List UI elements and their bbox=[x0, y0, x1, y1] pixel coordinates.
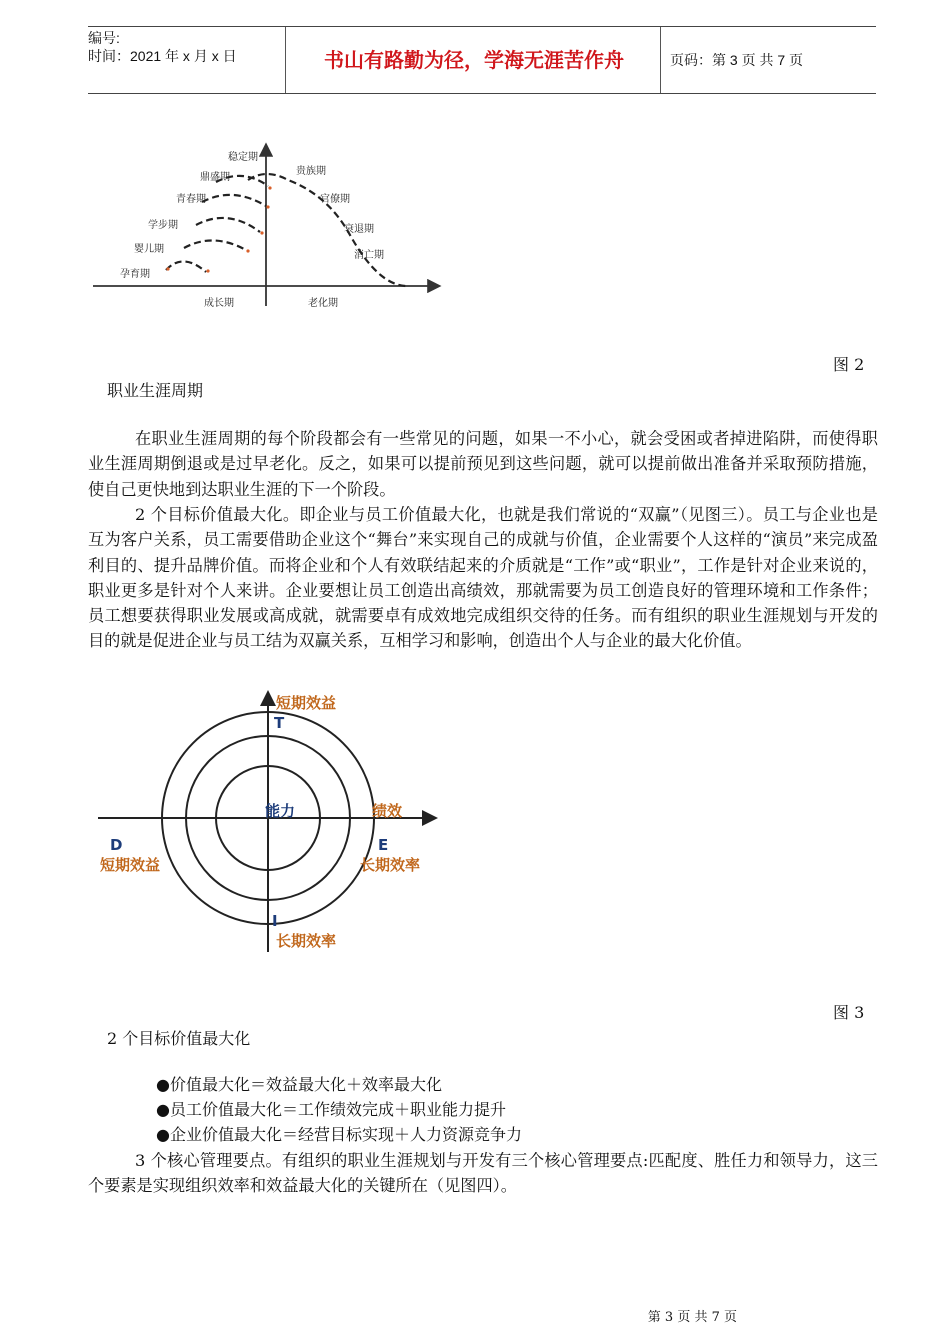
stage-label: 消亡期 bbox=[354, 250, 384, 261]
stage-label: 孕育期 bbox=[120, 269, 150, 280]
header-motto: 书山有路勤为径，学海无涯苦作舟 bbox=[288, 27, 661, 93]
paragraph-text: 3 个核心管理要点。有组织的职业生涯规划与开发有三个核心管理要点:匹配度、胜任力和领导力，这三个要素是实现组织效率和效益最大化的关键所在（见图四）。 bbox=[88, 1151, 878, 1196]
list-item: ●员工价值最大化＝工作绩效完成＋职业能力提升 bbox=[156, 1100, 506, 1119]
header-meta bbox=[88, 27, 286, 93]
bullet-list bbox=[156, 1072, 522, 1147]
paragraph-1 bbox=[88, 426, 878, 502]
top-label: 短期效益 bbox=[276, 694, 337, 712]
page-header bbox=[88, 26, 876, 94]
paragraph-3 bbox=[88, 1148, 878, 1199]
figure2-number: 图 2 bbox=[833, 355, 865, 374]
center-label: 能力 bbox=[265, 802, 296, 820]
stage-label: 婴儿期 bbox=[134, 244, 164, 255]
curve-xuebu bbox=[196, 218, 260, 232]
bottom-letter: I bbox=[272, 912, 278, 930]
stage-label: 青春期 bbox=[176, 194, 206, 205]
paragraph-text: 在职业生涯周期的每个阶段都会有一些常见的问题，如果一不小心，就会受困或者掉进陷阱，而使得职业生涯周期倒退或是过早老化。反之，如果可以提前预见到这些问题，就可以提前做出准备并采取预防措施，使自己更快地到达职业生涯的下一个阶段。 bbox=[88, 429, 878, 499]
stage-label: 贵族期 bbox=[296, 166, 326, 177]
figure3-number: 图 3 bbox=[833, 1003, 865, 1022]
left-letter: D bbox=[110, 836, 123, 854]
left-label: 短期效益 bbox=[100, 856, 161, 874]
stage-label: 稳定期 bbox=[228, 152, 258, 163]
axis-left-label: 成长期 bbox=[204, 298, 234, 309]
axis-right-label: 老化期 bbox=[308, 298, 338, 309]
stage-label: 学步期 bbox=[148, 220, 178, 231]
top-letter: T bbox=[274, 714, 285, 732]
curve-qingchun bbox=[202, 195, 266, 206]
stage-label: 鼎盛期 bbox=[200, 172, 230, 183]
curve-aging bbox=[248, 174, 406, 286]
time-label: 时间：2021 年 x 月 x 日 bbox=[88, 48, 237, 64]
right-arrow-label: 绩效 bbox=[372, 802, 403, 820]
paragraph-2 bbox=[88, 502, 878, 654]
stage-label: 衰退期 bbox=[344, 224, 374, 235]
curve-yinger bbox=[184, 240, 246, 250]
list-item: ●价值最大化＝效益最大化＋效率最大化 bbox=[156, 1075, 442, 1094]
list-item: ●企业价值最大化＝经营目标实现＋人力资源竞争力 bbox=[156, 1125, 522, 1144]
right-label: 长期效率 bbox=[360, 856, 421, 874]
paragraph-text: 2 个目标价值最大化。即企业与员工价值最大化，也就是我们常说的“双赢”（见图三）。员工与企业也是互为客户关系，员工需要借助企业这个“舞台”来实现自己的成就与价值，企业需要个人这样的“演员”来完成盈利目的、提升品牌价值。而将企业和个人有效联结起来的介质就是“工作”或“职业”，工作是针对企业来说的，职业更多是针对个人来讲。企业要想让员工创造出高绩效，那就需要为员工创造良好的管理环境和工作条件；员工想要获得职业发展或高成就，就需要卓有成效地完成组织交待的任务。而有组织的职业生涯规划与开发的目的就是促进企业与员工结为双赢关系，互相学习和影响，创造出个人与企业的最大化价值。 bbox=[88, 505, 878, 651]
curve-yunyu bbox=[166, 261, 206, 272]
bottom-label: 长期效率 bbox=[276, 932, 337, 950]
career-cycle-figure bbox=[88, 140, 448, 320]
page-footer: 第 3 页 共 7 页 bbox=[647, 1310, 737, 1325]
figure2-title: 职业生涯周期 bbox=[107, 381, 204, 400]
right-letter: E bbox=[378, 836, 389, 854]
value-max-figure bbox=[88, 690, 448, 960]
header-page-label: 页码：第 3 页 共 7 页 bbox=[670, 52, 804, 68]
figure3-title: 2 个目标价值最大化 bbox=[107, 1029, 251, 1048]
serial-label: 编号: bbox=[88, 30, 120, 46]
stage-label: 官僚期 bbox=[320, 194, 350, 205]
